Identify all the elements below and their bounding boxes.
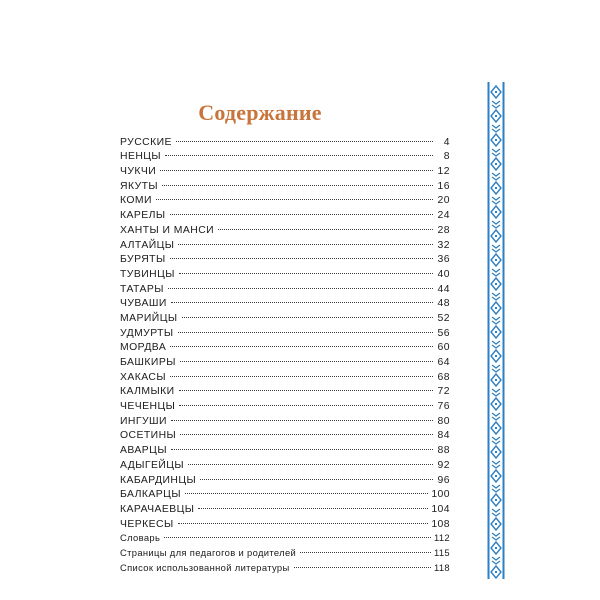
ornament-chevron [492,129,500,132]
toc-entry [120,248,450,266]
toc-entry-label: Список использованной литературы [120,561,290,573]
toc-entry-page-number: 32 [437,239,450,251]
ornament-chevron [492,297,500,300]
ornament-right-bar [503,82,505,579]
ornament-dot [495,259,497,261]
toc-entry-label: ЧУКЧИ [120,166,157,178]
dot-leader [168,248,435,263]
ornament-chevron [492,461,500,464]
dot-leader [186,453,435,468]
ornament-chevron [492,249,500,252]
dot-leader [168,365,435,380]
dot-leader [174,130,435,145]
ornament-chevron [492,369,500,372]
ornament-chevron [492,173,500,176]
toc-entry-label: МАРИЙЦЫ [120,312,178,324]
ornament-chevron [492,389,500,392]
toc-entry-label: ЧЕРКЕСЫ [120,518,174,530]
ornament-dot [495,187,497,189]
toc-entry-page-number: 48 [437,298,450,310]
ornament-border [487,82,505,579]
ornament-dot [495,163,497,165]
dot-leader [177,380,435,395]
toc-entry-page-number: 118 [434,561,450,573]
ornament-dot [495,307,497,309]
ornament-chevron [492,465,500,468]
toc-entry [120,527,450,542]
toc-entry-label: ТАТАРЫ [120,283,164,295]
toc-entry [120,424,450,442]
toc-entry [120,336,450,354]
toc-entry-label: КОМИ [120,195,152,207]
dot-leader [176,512,431,527]
toc-entry-page-number: 64 [437,357,450,368]
ornament-chevron [492,201,500,204]
toc-entry-label: АЛТАЙЦЫ [120,239,175,251]
dot-leader [177,262,435,277]
ornament-chevron [492,489,500,492]
ornament-chevron [492,537,500,540]
toc-entry-page-number: 4 [443,136,450,148]
ornament-chevron [492,441,500,444]
toc-entry-page-number: 44 [437,283,450,295]
dot-leader [169,438,435,453]
dot-leader [162,527,433,542]
toc-entry-page-number: 12 [437,166,450,178]
ornament-chevron [492,341,500,344]
toc-entry-label: ЧУВАШИ [120,298,167,310]
toc-entry-label: Словарь [120,532,161,544]
dot-leader [216,218,435,233]
toc-entry-label: ЯКУТЫ [120,180,159,192]
toc-entry-page-number: 112 [434,532,450,544]
toc-entry-page-number: 96 [437,474,450,486]
toc-entry-page-number: 60 [437,342,450,354]
ornament-chevron [492,513,500,516]
toc-entry-page-number: 115 [434,546,450,558]
toc-entry [120,130,450,148]
toc-entry-label: НЕНЦЫ [120,151,162,163]
dot-leader [180,306,436,321]
toc-entry [120,365,450,383]
toc-entry [120,159,450,178]
dot-leader [160,174,435,189]
dot-leader [169,409,435,424]
ornament-chevron [492,105,500,108]
toc-entry-page-number: 108 [431,518,450,530]
toc-entry-label: ХАНТЫ И МАНСИ [120,224,215,236]
toc-entry-page-number: 88 [437,445,450,457]
toc-entry [120,189,450,207]
ornament-dot [495,451,497,453]
table-of-contents [120,130,450,571]
toc-entry-label: БАЛКАРЦЫ [120,489,181,501]
toc-entry-label: АДЫГЕЙЦЫ [120,459,185,471]
ornament-dot [495,403,497,405]
dot-leader [183,483,430,498]
dot-leader [176,321,435,336]
toc-entry [120,145,450,163]
ornament-dot [495,331,497,333]
ornament-dot [495,523,497,525]
toc-entry-label: БУРЯТЫ [120,254,166,266]
ornament-left-bar [488,82,490,579]
toc-entry-label: КАРАЧАЕВЦЫ [120,503,195,515]
dot-leader [298,541,433,556]
ornament-chevron [492,365,500,368]
toc-entry-label: БАШКИРЫ [120,357,176,368]
ornament-chevron [492,561,500,564]
ornament-dot [495,115,497,117]
ornament-chevron [492,509,500,512]
ornament-chevron [492,149,500,152]
dot-leader [178,350,435,365]
toc-entry-label: КАРЕЛЫ [120,210,166,222]
ornament-chevron [492,125,500,128]
toc-entry-page-number: 76 [437,401,450,413]
ornament-dot [495,235,497,237]
ornament-chevron [492,269,500,272]
dot-leader [177,394,435,409]
toc-entry-page-number: 72 [437,386,450,398]
toc-entry [120,174,450,192]
ornament-chevron [492,485,500,488]
dot-leader [166,277,435,292]
toc-entry-page-number: 36 [437,254,450,266]
toc-entry-page-number: 52 [437,312,450,324]
toc-entry [120,306,450,324]
ornament-chevron [492,225,500,228]
toc-entry-label: ТУВИНЦЫ [120,268,175,280]
toc-entry [120,203,450,222]
ornament-chevron [492,557,500,560]
toc-entry-label: ЧЕЧЕНЦЫ [120,401,176,413]
toc-entry-page-number: 20 [437,195,450,207]
ornament-chevron [492,413,500,416]
toc-entry-label: ОСЕТИНЫ [120,430,177,442]
dot-leader [158,159,435,174]
toc-entry-label: КАЛМЫКИ [120,386,175,398]
dot-leader [178,424,435,439]
ornament-dot [495,211,497,213]
toc-entry-label: УДМУРТЫ [120,327,174,339]
dot-leader [196,497,430,512]
toc-entry [120,438,450,457]
ornament-dot [495,571,497,573]
ornament-dot [495,283,497,285]
ornament-chevron [492,221,500,224]
dot-leader [163,145,435,160]
toc-entry [120,541,450,556]
ornament-chevron [492,153,500,156]
ornament-chevron [492,321,500,324]
toc-entry-page-number: 80 [437,415,450,427]
toc-entry-page-number: 28 [437,224,450,236]
ornament-chevron [492,317,500,320]
toc-entry-page-number: 68 [437,371,450,383]
toc-entry [120,262,450,280]
ornament-dot [495,355,497,357]
toc-entry-page-number: 92 [437,459,450,471]
dot-leader [168,203,435,218]
toc-entry [120,350,450,368]
toc-entry-page-number: 24 [437,210,450,222]
ornament-dot [495,139,497,141]
toc-entry-page-number: 104 [431,503,450,515]
toc-entry-page-number: 16 [437,180,450,192]
toc-entry-page-number: 56 [437,327,450,339]
toc-entry-page-number: 40 [437,268,450,280]
ornament-chevron [492,393,500,396]
ornament-chevron [492,197,500,200]
dot-leader [169,292,435,307]
toc-entry [120,380,450,398]
ornament-dot [495,547,497,549]
ornament-dot [495,475,497,477]
toc-entry [120,409,450,427]
toc-entry-label: ХАКАСЫ [120,371,167,383]
dot-leader [176,233,435,248]
toc-entry-label: РУССКИЕ [120,136,172,148]
ornament-dot [495,427,497,429]
page-title: Содержание [198,100,322,125]
toc-entry [120,453,450,471]
toc-entry-label: МОРДВА [120,342,167,354]
toc-entry-page-number: 100 [431,489,450,501]
ornament-dot [495,91,497,93]
dot-leader [292,556,433,571]
dot-leader [168,336,435,351]
toc-entry-label: АВАРЦЫ [120,445,167,457]
toc-entry [120,277,450,295]
toc-entry-label: КАБАРДИНЦЫ [120,474,197,486]
toc-entry-label: ИНГУШИ [120,415,167,427]
toc-entry-page-number: 84 [437,430,450,442]
toc-entry [120,218,450,236]
ornament-chevron [492,437,500,440]
ornament-chevron [492,177,500,180]
ornament-chevron [492,345,500,348]
ornament-chevron [492,101,500,104]
dot-leader [154,189,435,204]
ornament-dot [495,379,497,381]
ornament-dot [495,499,497,501]
ornament-chevron [492,533,500,536]
ornament-chevron [492,273,500,276]
ornament-chevron [492,245,500,248]
ornament-chevron [492,417,500,420]
ornament-chevron [492,293,500,296]
dot-leader [198,468,435,483]
toc-entry-label: Страницы для педагогов и родителей [120,546,297,558]
toc-entry-page-number: 8 [443,151,450,163]
toc-entry [120,292,450,310]
